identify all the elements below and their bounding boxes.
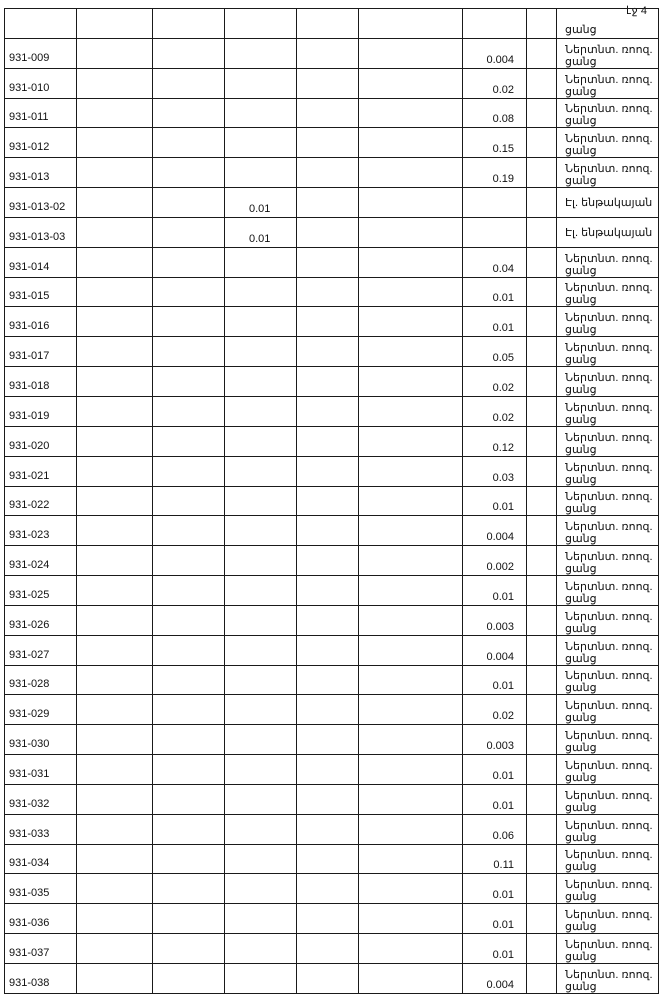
row-description: Ներտնտ. ռոոզ. ցանց — [557, 546, 659, 576]
row-c3-value — [225, 128, 297, 158]
row-value: 0.01 — [463, 904, 527, 934]
table-row — [5, 546, 659, 576]
row-code: 931-018 — [5, 367, 77, 397]
row-description: Ներտնտ. ռոոզ. ցանց — [557, 38, 659, 68]
row-description: Ներտնտ. ռոոզ. ցանց — [557, 934, 659, 964]
row-code: 931-028 — [5, 665, 77, 695]
row-code: 931-014 — [5, 247, 77, 277]
row-code: 931-027 — [5, 635, 77, 665]
row-c3-value — [225, 546, 297, 576]
row-code: 931-038 — [5, 964, 77, 994]
row-c3-value — [225, 665, 297, 695]
table-row — [5, 725, 659, 755]
row-value: 0.004 — [463, 516, 527, 546]
row-code: 931-030 — [5, 725, 77, 755]
row-value: 0.01 — [463, 755, 527, 785]
row-code: 931-016 — [5, 307, 77, 337]
row-code: 931-037 — [5, 934, 77, 964]
row-description: Ներտնտ. ռոոզ. ցանց — [557, 665, 659, 695]
row-value: 0.01 — [463, 486, 527, 516]
page-number: էջ 4 — [626, 5, 647, 17]
row-code: 931-013-02 — [5, 188, 77, 218]
table-row — [5, 605, 659, 635]
row-c3-value — [225, 516, 297, 546]
row-value: 0.03 — [463, 456, 527, 486]
table-row — [5, 426, 659, 456]
land-table — [4, 8, 659, 994]
row-c3-value — [225, 964, 297, 994]
row-code: 931-019 — [5, 396, 77, 426]
row-code: 931-025 — [5, 576, 77, 606]
row-code: 931-024 — [5, 546, 77, 576]
row-code: 931-013-03 — [5, 217, 77, 247]
table-row — [5, 367, 659, 397]
row-c3-value — [225, 784, 297, 814]
row-code: 931-033 — [5, 814, 77, 844]
table-row — [5, 217, 659, 247]
row-description: Ներտնտ. ռոոզ. ցանց — [557, 426, 659, 456]
row-c3-value — [225, 38, 297, 68]
row-description: Ներտնտ. ռոոզ. ցանց — [557, 158, 659, 188]
row-description: Էլ. ենթակայան — [557, 188, 659, 218]
row-value: 0.003 — [463, 725, 527, 755]
row-code: 931-031 — [5, 755, 77, 785]
row-description: Ներտնտ. ռոոզ. ցանց — [557, 367, 659, 397]
table-row — [5, 695, 659, 725]
table-row — [5, 784, 659, 814]
row-value: 0.01 — [463, 934, 527, 964]
row-code: 931-015 — [5, 277, 77, 307]
row-code: 931-020 — [5, 426, 77, 456]
table-row — [5, 486, 659, 516]
row-code: 931-009 — [5, 38, 77, 68]
row-description: Ներտնտ. ռոոզ. ցանց — [557, 307, 659, 337]
table-row — [5, 904, 659, 934]
table-row — [5, 68, 659, 98]
row-description: Ներտնտ. ռոոզ. ցանց — [557, 486, 659, 516]
row-code: 931-011 — [5, 98, 77, 128]
table-row — [5, 247, 659, 277]
row-value — [463, 188, 527, 218]
row-code: 931-032 — [5, 784, 77, 814]
row-code: 931-035 — [5, 874, 77, 904]
row-code: 931-029 — [5, 695, 77, 725]
row-c3-value — [225, 486, 297, 516]
row-c3-value — [225, 695, 297, 725]
row-value: 0.05 — [463, 337, 527, 367]
row-c3-value — [225, 247, 297, 277]
row-description: Ներտնտ. ռոոզ. ցանց — [557, 605, 659, 635]
row-value: 0.002 — [463, 546, 527, 576]
row-value: 0.06 — [463, 814, 527, 844]
table-row — [5, 98, 659, 128]
row-value: 0.003 — [463, 605, 527, 635]
row-c3-value — [225, 605, 297, 635]
row-description: Ներտնտ. ռոոզ. ցանց — [557, 695, 659, 725]
row-description: Ներտնտ. ռոոզ. ցանց — [557, 68, 659, 98]
row-value: 0.02 — [463, 68, 527, 98]
row-description: Ներտնտ. ռոոզ. ցանց — [557, 277, 659, 307]
row-description: Ներտնտ. ռոոզ. ցանց — [557, 635, 659, 665]
row-description: Ներտնտ. ռոոզ. ցանց — [557, 128, 659, 158]
row-description: Ներտնտ. ռոոզ. ցանց — [557, 576, 659, 606]
table-row — [5, 964, 659, 994]
row-value: 0.004 — [463, 38, 527, 68]
row-description: Ներտնտ. ռոոզ. ցանց — [557, 98, 659, 128]
row-description: Ներտնտ. ռոոզ. ցանց — [557, 725, 659, 755]
row-code: 931-021 — [5, 456, 77, 486]
row-c3-value — [225, 68, 297, 98]
row-c3-value: 0.01 — [225, 217, 297, 247]
row-c3-value — [225, 755, 297, 785]
table-row — [5, 635, 659, 665]
row-c3-value — [225, 934, 297, 964]
row-c3-value: 0.01 — [225, 188, 297, 218]
row-code: 931-013 — [5, 158, 77, 188]
row-value: 0.12 — [463, 426, 527, 456]
table-row — [5, 456, 659, 486]
row-value: 0.004 — [463, 964, 527, 994]
row-value: 0.01 — [463, 784, 527, 814]
row-code: 931-036 — [5, 904, 77, 934]
row-c3-value — [225, 456, 297, 486]
row-c3-value — [225, 874, 297, 904]
row-c3-value — [225, 576, 297, 606]
row-description: Ներտնտ. ռոոզ. ցանց — [557, 964, 659, 994]
row-c3-value — [225, 426, 297, 456]
row-value: 0.01 — [463, 576, 527, 606]
table-row — [5, 665, 659, 695]
row-code: 931-034 — [5, 844, 77, 874]
row-description: Ներտնտ. ռոոզ. ցանց — [557, 337, 659, 367]
row-c3-value — [225, 277, 297, 307]
row-value: 0.02 — [463, 695, 527, 725]
table-body — [5, 9, 659, 994]
row-c3-value — [225, 725, 297, 755]
row-description: Ներտնտ. ռոոզ. ցանց — [557, 755, 659, 785]
row-description: Էլ. ենթակայան — [557, 217, 659, 247]
row-description: Ներտնտ. ռոոզ. ցանց — [557, 904, 659, 934]
table-row — [5, 516, 659, 546]
row-value: 0.01 — [463, 277, 527, 307]
table-row — [5, 396, 659, 426]
row-value: 0.04 — [463, 247, 527, 277]
table-row — [5, 576, 659, 606]
row-code: 931-022 — [5, 486, 77, 516]
table-row — [5, 337, 659, 367]
row-c3-value — [225, 367, 297, 397]
row-value: 0.19 — [463, 158, 527, 188]
row-c3-value — [225, 307, 297, 337]
row-value: 0.01 — [463, 307, 527, 337]
table-row — [5, 844, 659, 874]
row-c3-value — [225, 844, 297, 874]
table-row — [5, 188, 659, 218]
row-c3-value — [225, 904, 297, 934]
row-description: Ներտնտ. ռոոզ. ցանց — [557, 396, 659, 426]
table-row — [5, 874, 659, 904]
table-row — [5, 307, 659, 337]
row-description: Ներտնտ. ռոոզ. ցանց — [557, 844, 659, 874]
row-value: 0.004 — [463, 635, 527, 665]
table-row — [5, 9, 659, 39]
row-description: Ներտնտ. ռոոզ. ցանց — [557, 516, 659, 546]
table-row — [5, 38, 659, 68]
row-c3-value — [225, 337, 297, 367]
row-value: 0.02 — [463, 396, 527, 426]
table-row — [5, 158, 659, 188]
table-row — [5, 934, 659, 964]
table-row — [5, 755, 659, 785]
row-code: 931-017 — [5, 337, 77, 367]
row-value: 0.11 — [463, 844, 527, 874]
row-code: 931-023 — [5, 516, 77, 546]
row-c3-value — [225, 158, 297, 188]
row-code: 931-026 — [5, 605, 77, 635]
row-code: 931-012 — [5, 128, 77, 158]
table-row — [5, 277, 659, 307]
row-description: ցանց — [557, 9, 659, 39]
row-value: 0.01 — [463, 665, 527, 695]
row-c3-value — [225, 98, 297, 128]
row-description: Ներտնտ. ռոոզ. ցանց — [557, 814, 659, 844]
table-row — [5, 128, 659, 158]
row-value: 0.02 — [463, 367, 527, 397]
row-description: Ներտնտ. ռոոզ. ցանց — [557, 247, 659, 277]
row-value: 0.01 — [463, 874, 527, 904]
row-description: Ներտնտ. ռոոզ. ցանց — [557, 784, 659, 814]
row-c3-value — [225, 635, 297, 665]
row-value: 0.15 — [463, 128, 527, 158]
table-row — [5, 814, 659, 844]
row-value: 0.08 — [463, 98, 527, 128]
row-description: Ներտնտ. ռոոզ. ցանց — [557, 874, 659, 904]
row-code: 931-010 — [5, 68, 77, 98]
row-description: Ներտնտ. ռոոզ. ցանց — [557, 456, 659, 486]
row-value — [463, 217, 527, 247]
row-c3-value — [225, 396, 297, 426]
row-c3-value — [225, 814, 297, 844]
